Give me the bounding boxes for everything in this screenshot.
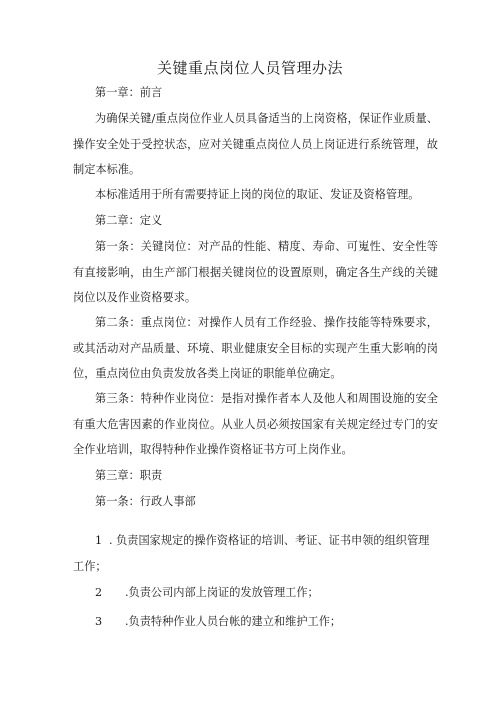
- duty-item-2-text: .负责公司内部上岗证的发放管理工作；: [125, 586, 319, 599]
- document-title: 关键重点岗位人员管理办法: [156, 59, 343, 77]
- duty-item-1: [73, 528, 438, 579]
- chapter-1-heading: 第一章：前言: [95, 86, 163, 99]
- duty-item-3: [73, 609, 438, 635]
- duty-item-1-number: 1: [95, 534, 103, 547]
- duty-item-1-text: . 负责国家规定的操作资格证的培训、考证、证书申领的组织管理工作；: [73, 534, 430, 573]
- chapter-2-article-1: 第一条：关键岗位：对产品的性能、精度、寿命、可嵬性、安全性等有直接影响，由生产部门根据关键岗位的设置原则，确定各生产线的关键岗位以及作业资格要求。: [73, 240, 438, 304]
- chapter-3-article-1: 第一条：行政人事部: [95, 495, 196, 508]
- chapter-1-paragraph-2: 本标准适用于所有需要持证上岗的岗位的取证、发证及资格管理。: [95, 188, 420, 201]
- duty-item-3-text: .负责特种作业人员台帐的建立和维护工作；: [125, 615, 342, 628]
- chapter-3-heading: 第三章：职责: [95, 469, 163, 482]
- duty-item-2-number: 2: [95, 586, 103, 599]
- chapter-2-heading: 第二章：定义: [95, 214, 163, 227]
- chapter-2-article-3: 第三条：特种作业岗位：是指对操作者本人及他人和周围设施的安全有重大危害因素的作业岗位。从业人员必须按国家有关规定经过专门的安全作业培训，取得特种作业操作资格证书方可上岗作业。: [73, 392, 438, 456]
- duty-item-3-number: 3: [95, 615, 103, 628]
- duty-item-2: [73, 580, 438, 606]
- chapter-1-paragraph-1: 为确保关键/重点岗位作业人员具备适当的上岗资格，保证作业质量、操作安全处于受控状态，应对关键重点岗位人员上岗证进行系统管理，故制定本标准。: [73, 112, 438, 176]
- chapter-2-article-2: 第二条：重点岗位：对操作人员有工作经验、操作技能等特殊要求，或其活动对产品质量、环境、职业健康安全目标的实现产生重大影响的岗位，重点岗位由负责发放各类上岗证的职能单位确定。: [73, 316, 438, 380]
